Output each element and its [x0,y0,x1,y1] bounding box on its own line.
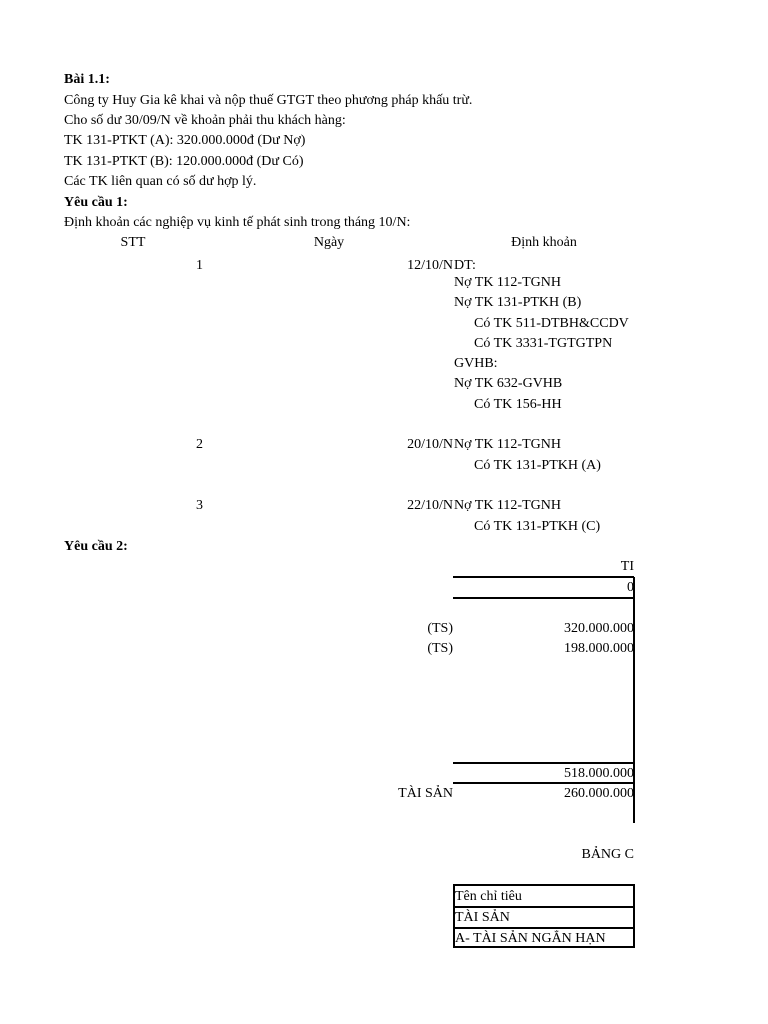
column-header-stt: STT [120,235,146,250]
balance-line-a: TK 131-PTKT (A): 320.000.000đ (Dư Nợ) [64,133,306,148]
entry-line: DT: [454,258,476,273]
t-account-total-line [453,762,634,764]
row-date: 20/10/N [407,437,453,452]
balance-sheet-title: BẢNG C [581,847,634,862]
intro-line: Cho số dư 30/09/N về khoản phải thu khách hàng: [64,113,346,128]
intro-line: Các TK liên quan có số dư hợp lý. [64,174,257,189]
entry-line: Có TK 131-PTKH (A) [474,458,601,473]
closing-label: TÀI SẢN [398,786,453,801]
row-stt: 1 [196,258,203,273]
closing-amount: 260.000.000 [564,786,634,801]
debit-tag: (TS) [427,621,453,636]
entry-line: Có TK 131-PTKH (C) [474,519,601,534]
table-cell: A- TÀI SẢN NGẮN HẠN [455,931,606,946]
req1-description: Định khoản các nghiệp vụ kinh tế phát sinh trong tháng 10/N: [64,215,411,230]
entry-line: Có TK 156-HH [474,397,562,412]
table-row-divider [453,927,634,929]
table-cell: Tên chỉ tiêu [455,889,522,904]
column-header-entry: Định khoản [511,235,577,250]
table-row-divider [453,906,634,908]
t-account-top-line [453,576,634,578]
req2-title: Yêu cầu 2: [64,539,128,554]
t-account-closing-line [453,782,634,784]
entry-line: Nợ TK 112-TGNH [454,275,561,290]
t-account-total: 518.000.000 [564,766,634,781]
entry-line: Có TK 3331-TGTGTPN [474,336,613,351]
entry-line: Nợ TK 632-GVHB [454,376,563,391]
t-account-separator [453,597,634,599]
entry-line: GVHB: [454,356,498,371]
entry-line: Nợ TK 112-TGNH [454,437,561,452]
t-account-opening: 0 [627,580,634,595]
debit-amount: 198.000.000 [564,641,634,656]
debit-tag: (TS) [427,641,453,656]
row-stt: 3 [196,498,203,513]
row-date: 12/10/N [407,258,453,273]
row-stt: 2 [196,437,203,452]
req1-title: Yêu cầu 1: [64,195,128,210]
intro-line: Công ty Huy Gia kê khai và nộp thuế GTGT theo phương pháp khấu trừ. [64,93,473,108]
column-header-date: Ngày [313,235,345,250]
entry-line: Nợ TK 131-PTKH (B) [454,295,582,310]
debit-amount: 320.000.000 [564,621,634,636]
entry-line: Nợ TK 112-TGNH [454,498,561,513]
table-cell: TÀI SẢN [455,910,510,925]
entry-line: Có TK 511-DTBH&CCDV [474,316,629,331]
row-date: 22/10/N [407,498,453,513]
exercise-title: Bài 1.1: [64,72,110,87]
balance-line-b: TK 131-PTKT (B): 120.000.000đ (Dư Có) [64,154,304,169]
t-account-header: TI [620,559,634,574]
